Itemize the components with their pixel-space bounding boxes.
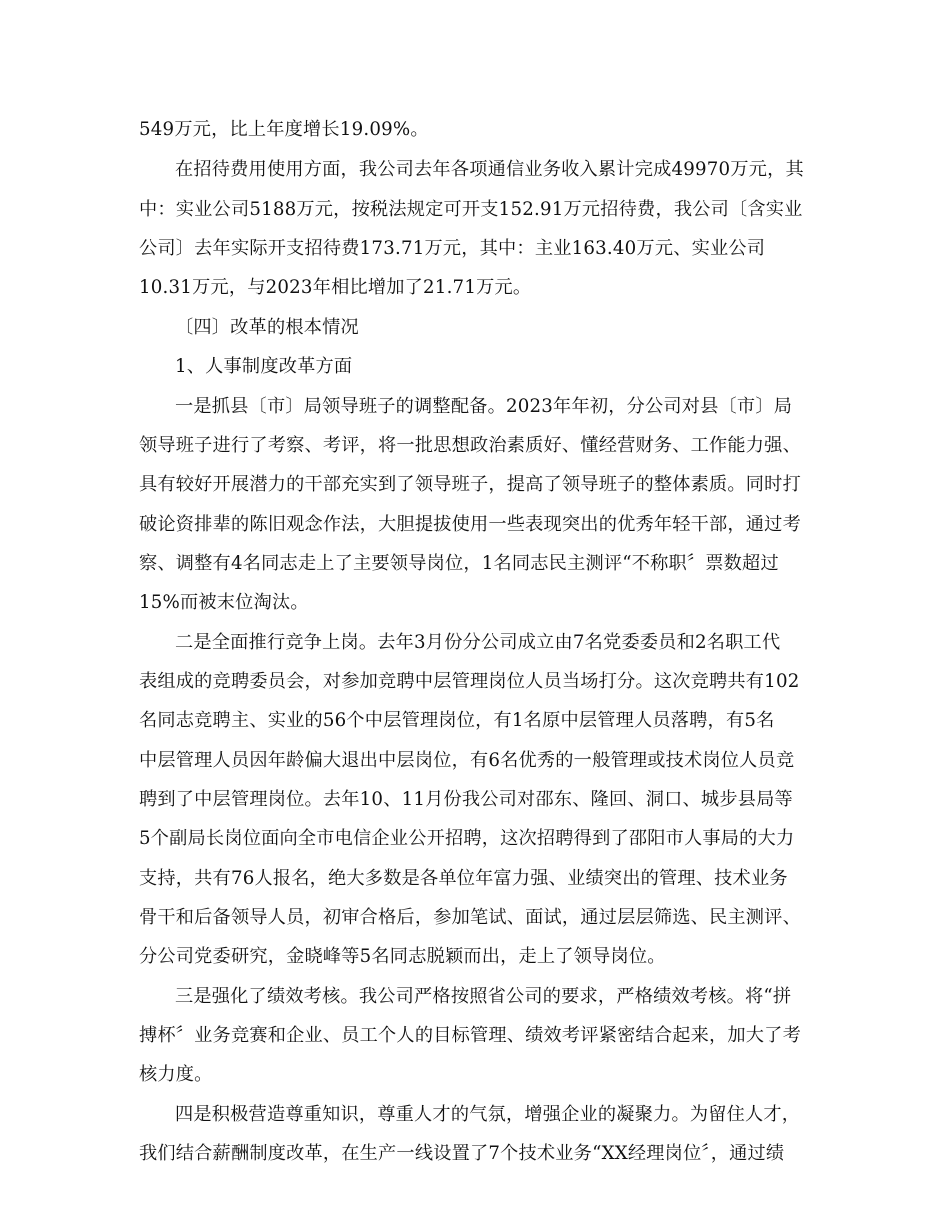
section-heading: 〔四〕改革的根本情况 xyxy=(175,317,359,338)
text-line: 名同志竞聘主、实业的56个中层管理岗位，有1名原中层管理人员落聘，有5名 xyxy=(139,710,775,731)
text-line: 分公司党委研究，金晓峰等5名同志脱颖而出，走上了领导岗位。 xyxy=(139,946,666,967)
text-line: 核力度。 xyxy=(139,1064,213,1085)
text-line: 中：实业公司5188万元，按税法规定可开支152.91万元招待费，我公司〔含实业 xyxy=(139,199,803,220)
text-line: 支持，共有76人报名，绝大多数是各单位年富力强、业绩突出的管理、技术业务 xyxy=(139,868,788,889)
text-line: 15%而被末位淘汰。 xyxy=(139,592,309,613)
paragraph-start: 二是全面推行竞争上岗。去年3月份分公司成立由7名党委委员和2名职工代 xyxy=(175,632,781,653)
text-line: 具有较好开展潜力的干部充实到了领导班子，提高了领导班子的整体素质。同时打 xyxy=(139,474,801,495)
text-line: 骨干和后备领导人员，初审合格后，参加笔试、面试，通过层层筛选、民主测评、 xyxy=(139,907,801,928)
paragraph-start: 三是强化了绩效考核。我公司严格按照省公司的要求，严格绩效考核。将“拼 xyxy=(175,986,792,1007)
text-line: 中层管理人员因年龄偏大退出中层岗位，有6名优秀的一般管理或技术岗位人员竞 xyxy=(139,750,795,771)
paragraph-start: 四是积极营造尊重知识，尊重人才的气氛，增强企业的凝聚力。为留住人才， xyxy=(175,1104,801,1125)
text-line: 察、调整有4名同志走上了主要领导岗位，1名同志民主测评“不称职〞票数超过 xyxy=(139,553,779,574)
text-line: 549万元，比上年度增长19.09%。 xyxy=(139,119,429,140)
paragraph-start: 一是抓县〔市〕局领导班子的调整配备。2023年年初，分公司对县〔市〕局 xyxy=(175,396,793,417)
text-line: 我们结合薪酬制度改革，在生产一线设置了7个技术业务“XX经理岗位〞，通过绩 xyxy=(139,1143,785,1164)
text-line: 5个副局长岗位面向全市电信企业公开招聘，这次招聘得到了邵阳市人事局的大力 xyxy=(139,828,795,849)
text-line: 领导班子进行了考察、考评，将一批思想政治素质好、懂经营财务、工作能力强、 xyxy=(139,435,801,456)
text-line: 搏杯〞业务竞赛和企业、员工个人的目标管理、绩效考评紧密结合起来，加大了考 xyxy=(139,1025,801,1046)
text-line: 10.31万元，与2023年相比增加了21.71万元。 xyxy=(139,277,532,298)
text-line: 破论资排辈的陈旧观念作法，大胆提拔使用一些表现突出的优秀年轻干部，通过考 xyxy=(139,514,801,535)
text-line: 表组成的竞聘委员会，对参加竞聘中层管理岗位人员当场打分。这次竞聘共有102 xyxy=(139,671,800,692)
subsection-heading: 1、人事制度改革方面 xyxy=(175,356,353,377)
text-line: 聘到了中层管理岗位。去年10、11月份我公司对邵东、隆回、洞口、城步县局等 xyxy=(139,789,793,810)
paragraph-start: 在招待费用使用方面，我公司去年各项通信业务收入累计完成49970万元，其 xyxy=(175,159,804,180)
text-line: 公司〕去年实际开支招待费173.71万元，其中：主业163.40万元、实业公司 xyxy=(139,238,766,259)
